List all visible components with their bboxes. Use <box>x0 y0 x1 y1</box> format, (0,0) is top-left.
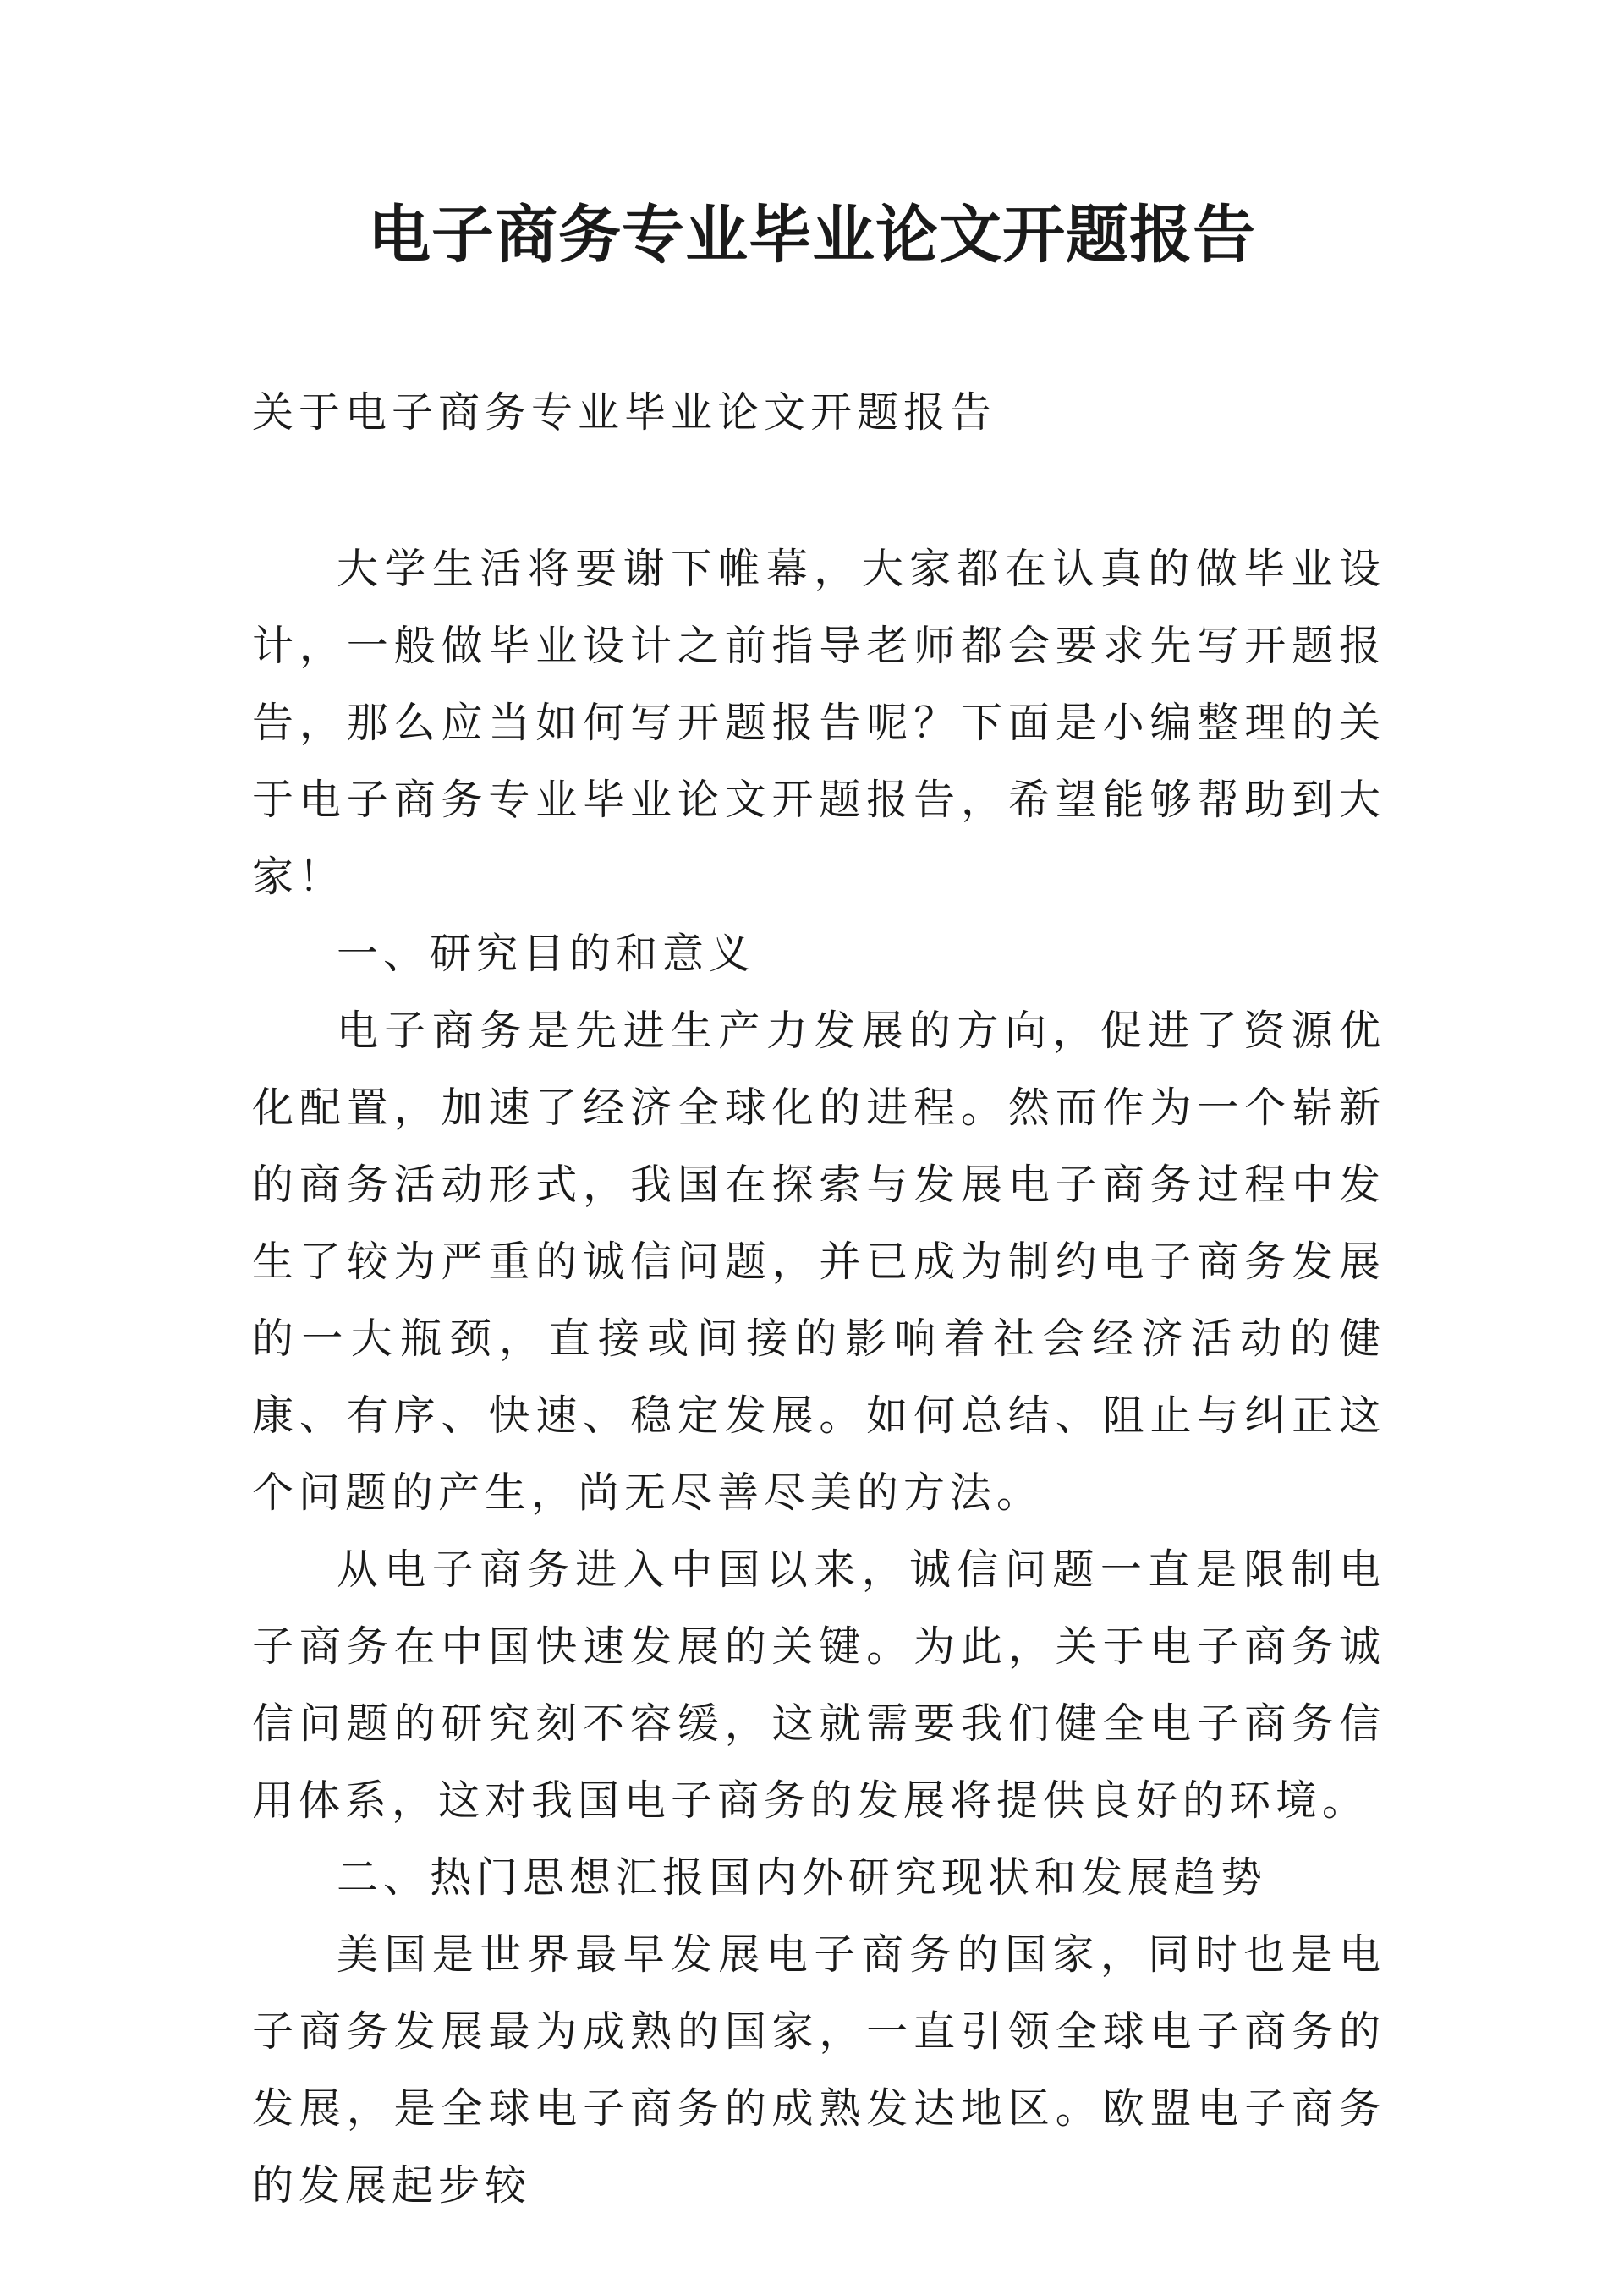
paragraph-credit-issue: 从电子商务进入中国以来，诚信问题一直是限制电子商务在中国快速发展的关键。为此，关于电子商务诚信问题的研究刻不容缓，这就需要我们健全电子商务信用体系，这对我国电子商务的发展将提供良好的环境。 <box>252 1546 1385 1825</box>
document-subtitle: 关于电子商务专业毕业论文开题报告 <box>252 388 997 436</box>
paragraph-purpose: 电子商务是先进生产力发展的方向，促进了资源优化配置，加速了经济全球化的进程。然而作为一个崭新的商务活动形式，我国在探索与发展电子商务过程中发生了较为严重的诚信问题，并已成为制约电子商务发展的一大瓶颈，直接或间接的影响着社会经济活动的健康、有序、快速、稳定发展。如何总结、阻止与纠正这个问题的产生，尚无尽善尽美的方法。 <box>252 1007 1385 1517</box>
document-body <box>252 530 1385 2224</box>
document-title: 电子商务专业毕业论文开题报告 <box>368 199 1256 272</box>
paragraph-status: 美国是世界最早发展电子商务的国家，同时也是电子商务发展最为成熟的国家，一直引领全球电子商务的发展，是全球电子商务的成熟发达地区。欧盟电子商务的发展起步较 <box>252 1930 1385 2210</box>
section-heading-purpose: 一、研究目的和意义 <box>337 930 756 978</box>
section-heading-status: 二、热门思想汇报国内外研究现状和发展趋势 <box>337 1853 1268 1902</box>
intro-paragraph: 大学生活将要谢下帷幕，大家都在认真的做毕业设计，一般做毕业设计之前指导老师都会要求先写开题报告，那么应当如何写开题报告呢？下面是小编整理的关于电子商务专业毕业论文开题报告，希望能够帮助到大家！ <box>252 545 1385 901</box>
